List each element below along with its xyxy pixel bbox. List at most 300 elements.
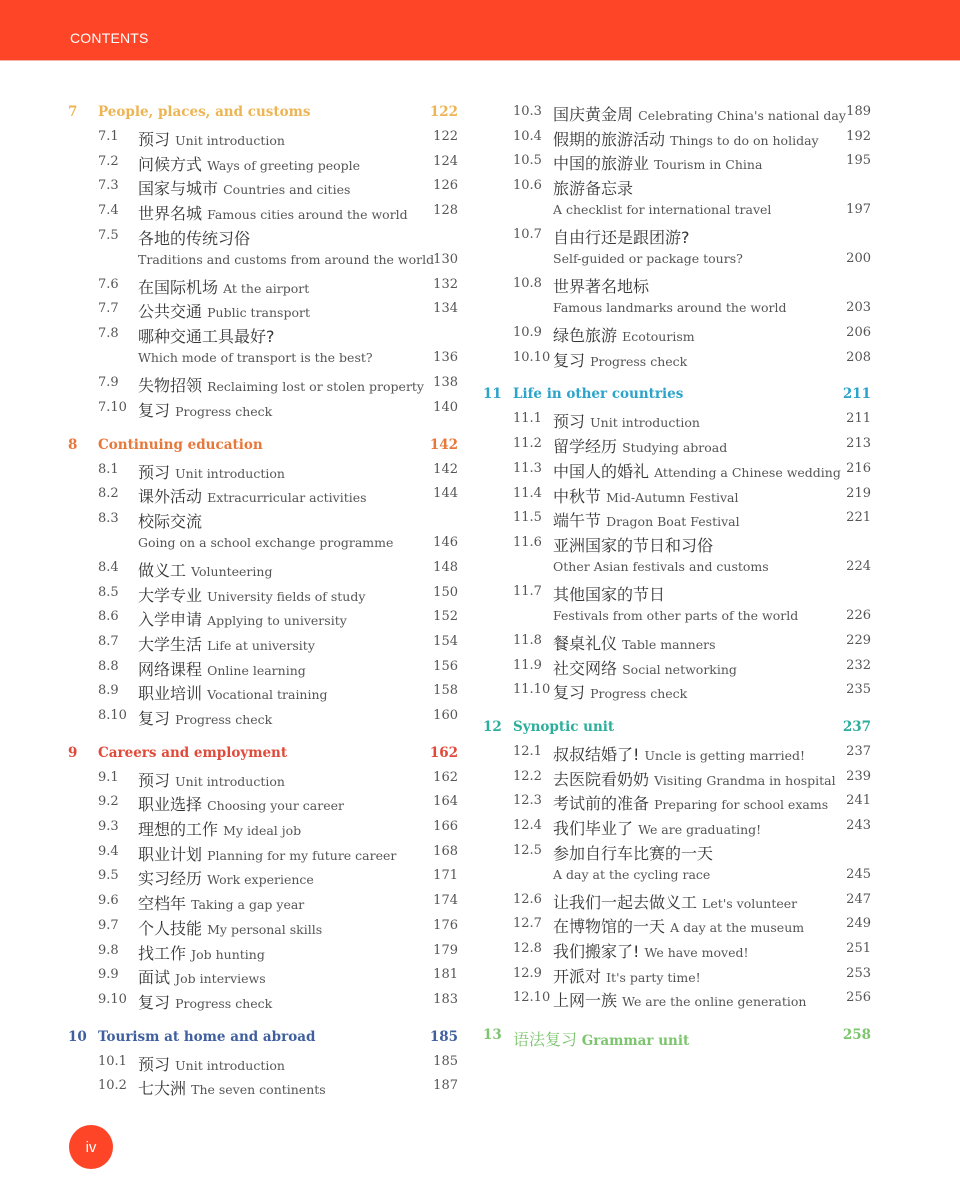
section-number: 7.2 (98, 153, 119, 169)
section-title (138, 398, 272, 421)
toc-section-row[interactable] (68, 768, 460, 793)
section-title-cn: 预习 (138, 130, 171, 149)
section-title-cn: 上网一族 (553, 991, 618, 1011)
toc-section-row[interactable] (483, 631, 873, 656)
section-title-cn: 预习 (138, 770, 171, 790)
toc-section-row[interactable] (68, 373, 460, 398)
section-title-en: Unit introduction (175, 1057, 285, 1073)
toc-section-row[interactable] (68, 275, 460, 300)
section-page: 247 (846, 891, 871, 907)
toc-section-row[interactable] (68, 299, 460, 324)
section-number: 10.7 (513, 227, 542, 243)
section-title (138, 1052, 285, 1075)
section-title-en: Attending a Chinese wedding (654, 464, 841, 480)
toc-section-row[interactable] (68, 681, 460, 706)
toc-section-row[interactable] (483, 434, 873, 459)
section-title-cn: 复习 (138, 992, 171, 1012)
section-page: 232 (846, 657, 871, 673)
toc-section-row[interactable] (68, 583, 460, 608)
section-title (138, 866, 314, 889)
section-title-en: Social networking (622, 661, 737, 677)
section-page: 206 (846, 325, 871, 341)
section-title (553, 434, 727, 457)
section-title (138, 460, 285, 483)
section-title-en: Which mode of transport is the best? (138, 350, 373, 366)
section-title-cn: 大学生活 (138, 634, 203, 654)
section-page: 251 (846, 941, 871, 957)
toc-section-row[interactable] (68, 127, 460, 152)
section-title-en: We are the online generation (622, 994, 807, 1010)
section-title (553, 767, 836, 790)
toc-section-row[interactable] (68, 226, 460, 275)
section-title-cn: 公共交通 (138, 302, 203, 322)
section-title-en: University fields of study (207, 588, 366, 604)
section-number: 11.3 (513, 460, 542, 476)
toc-section-row[interactable] (483, 533, 873, 582)
section-title-cn: 课外活动 (138, 487, 203, 507)
section-title-cn: 复习 (553, 350, 586, 370)
section-title (138, 681, 328, 704)
section-number: 10.2 (98, 1078, 127, 1094)
section-title-en: Choosing your career (207, 798, 344, 814)
section-number: 9.8 (98, 942, 119, 958)
section-title-cn: 国家与城市 (138, 179, 219, 199)
section-page: 183 (433, 991, 458, 1007)
unit-title (98, 745, 287, 761)
section-page: 166 (433, 819, 458, 835)
section-title-en: Ecotourism (622, 329, 695, 345)
section-page: 189 (846, 104, 871, 119)
toc-section-row[interactable] (483, 459, 873, 484)
section-page: 148 (433, 559, 458, 575)
section-title-en: Progress check (590, 686, 688, 702)
toc-section-row[interactable] (483, 767, 873, 792)
section-title (138, 373, 424, 396)
section-number: 11.1 (513, 411, 542, 427)
section-title-en: Progress check (175, 403, 273, 419)
section-number: 9.7 (98, 917, 119, 933)
section-number: 7.10 (98, 399, 127, 415)
toc-section-row[interactable] (483, 348, 873, 373)
toc-section-row[interactable] (68, 398, 460, 423)
section-number: 11.6 (513, 534, 542, 550)
section-title-cn: 找工作 (138, 943, 187, 963)
section-number: 12.3 (513, 793, 542, 809)
section-title-en: Life at university (207, 637, 315, 653)
toc-section-row[interactable] (68, 965, 460, 990)
section-title (138, 299, 310, 322)
section-number: 12.4 (513, 818, 542, 833)
unit-title (98, 1029, 315, 1045)
section-page: 237 (846, 743, 871, 759)
section-page: 226 (846, 607, 871, 623)
unit-number: 9 (68, 744, 78, 761)
section-title-en: Progress check (175, 712, 273, 727)
toc-unit-row[interactable] (68, 435, 460, 460)
section-title (553, 533, 713, 556)
section-page: 160 (433, 708, 458, 723)
section-title-en: Traditions and customs from around the world (138, 251, 435, 267)
toc-section-row[interactable] (68, 792, 460, 817)
section-title-en: Unit introduction (175, 465, 285, 481)
section-page: 179 (433, 942, 458, 958)
section-title (138, 324, 275, 347)
section-title (138, 275, 309, 298)
toc-section-row[interactable] (68, 657, 460, 682)
section-number: 10.5 (513, 153, 542, 169)
toc-section-row[interactable] (483, 680, 873, 705)
section-page: 245 (846, 866, 871, 882)
section-page: 158 (433, 683, 458, 699)
section-title-en: Planning for my future career (207, 847, 397, 863)
toc-section-row[interactable] (483, 225, 873, 274)
section-number: 10.1 (98, 1053, 127, 1069)
section-title (553, 508, 740, 531)
toc-section-row[interactable] (68, 990, 460, 1015)
section-number: 12.9 (513, 965, 542, 981)
section-page: 126 (433, 178, 458, 194)
section-title-cn: 端午节 (553, 511, 602, 531)
section-title-cn: 各地的传统习俗 (138, 228, 251, 248)
section-title-en: Countries and cities (223, 182, 351, 198)
section-title (553, 225, 690, 248)
toc-section-row[interactable] (68, 460, 460, 485)
header-bar (0, 0, 960, 61)
toc-section-row[interactable] (68, 891, 460, 916)
toc-section-row[interactable] (483, 791, 873, 816)
section-number: 7.6 (98, 276, 119, 292)
section-page: 150 (433, 584, 458, 600)
section-number: 12.1 (513, 743, 542, 759)
section-title-cn: 参加自行车比赛的一天 (553, 843, 714, 863)
section-title-cn: 面试 (138, 968, 171, 988)
section-page: 136 (433, 350, 458, 366)
section-title (138, 1076, 326, 1099)
section-title-cn: 实习经历 (138, 869, 203, 889)
unit-number: 11 (483, 386, 502, 403)
section-title (553, 914, 804, 937)
section-title-cn: 在博物馆的一天 (553, 917, 666, 937)
section-number: 10.3 (513, 104, 542, 119)
section-page: 122 (433, 129, 458, 144)
toc-section-row[interactable] (483, 656, 873, 681)
section-number: 7.7 (98, 301, 119, 317)
section-number: 7.9 (98, 375, 119, 391)
section-number: 8.1 (98, 461, 119, 477)
section-title-cn: 亚洲国家的节日和习俗 (553, 535, 714, 555)
section-title (138, 583, 365, 606)
toc-section-row[interactable] (483, 890, 873, 915)
section-number: 8.8 (98, 658, 119, 674)
section-title-cn: 我们毕业了 (553, 819, 634, 838)
toc-section-row[interactable] (68, 916, 460, 941)
section-number: 12.7 (513, 916, 542, 932)
section-title-en: We are graduating! (638, 822, 762, 837)
section-page: 243 (846, 818, 871, 833)
section-page: 144 (433, 486, 458, 502)
unit-title-en: Grammar unit (581, 1033, 690, 1050)
unit-number: 7 (68, 104, 78, 120)
section-title-en: Studying abroad (622, 440, 728, 456)
toc-section-row[interactable] (68, 1076, 460, 1101)
section-title (553, 102, 846, 125)
section-title (138, 632, 315, 655)
section-title-cn: 个人技能 (138, 918, 203, 938)
section-title-cn: 绿色旅游 (553, 326, 618, 346)
unit-page: 237 (842, 718, 871, 735)
section-page: 256 (846, 990, 871, 1006)
section-title-cn: 社交网络 (553, 658, 618, 678)
toc-section-row[interactable] (483, 816, 873, 841)
section-title (553, 484, 739, 507)
section-number: 7.5 (98, 227, 119, 243)
section-number: 7.8 (98, 326, 119, 342)
section-title-cn: 国庆黄金周 (553, 105, 634, 124)
section-page: 235 (846, 682, 871, 698)
section-page: 174 (433, 893, 458, 909)
section-title-en: Uncle is getting married! (644, 747, 806, 763)
section-page: 249 (846, 916, 871, 932)
section-page: 171 (433, 868, 458, 884)
section-title-cn: 职业培训 (138, 684, 203, 704)
section-title-cn: 空档年 (138, 894, 187, 914)
section-title-cn: 我们搬家了! (553, 942, 640, 962)
toc-section-row[interactable] (68, 484, 460, 509)
toc-unit-row[interactable] (483, 384, 873, 409)
section-title-en: Unit introduction (175, 133, 285, 148)
section-page: 195 (846, 153, 871, 169)
section-title-en: My personal skills (207, 921, 323, 937)
section-title-en: We have moved! (644, 945, 749, 961)
toc-section-row[interactable] (68, 842, 460, 867)
section-number: 9.1 (98, 769, 119, 785)
section-title (138, 509, 202, 532)
toc-unit-row[interactable] (68, 743, 460, 768)
section-number: 10.10 (513, 349, 551, 365)
section-title-cn: 七大洲 (138, 1079, 187, 1099)
section-title-cn: 预习 (553, 412, 586, 432)
toc-section-row[interactable] (68, 817, 460, 842)
section-page: 197 (846, 202, 871, 218)
unit-page: 142 (429, 436, 458, 453)
section-title-en: My ideal job (223, 823, 302, 839)
section-number: 11.7 (513, 583, 542, 599)
section-title-en: Progress check (590, 353, 688, 369)
toc-section-row[interactable] (68, 632, 460, 657)
section-number: 12.8 (513, 941, 542, 957)
section-title (138, 484, 367, 507)
section-title-cn: 做义工 (138, 560, 187, 580)
section-number: 11.5 (513, 510, 542, 526)
toc-section-row[interactable] (68, 509, 460, 558)
toc-section-row[interactable] (483, 508, 873, 533)
section-page: 132 (433, 276, 458, 292)
toc-section-row[interactable] (68, 1052, 460, 1077)
section-page: 168 (433, 843, 458, 859)
section-page: 203 (846, 300, 871, 316)
section-title (553, 459, 841, 482)
toc-section-row[interactable] (483, 323, 873, 348)
section-title-cn: 在国际机场 (138, 277, 219, 297)
toc-section-row[interactable] (483, 988, 873, 1013)
section-title-cn: 校际交流 (138, 511, 203, 531)
section-title-en: Reclaiming lost or stolen property (207, 379, 424, 395)
section-title-cn: 世界名城 (138, 204, 203, 224)
unit-title (513, 386, 683, 402)
toc-section-row[interactable] (483, 127, 873, 152)
section-title (553, 582, 665, 605)
section-title-en: Table manners (622, 636, 716, 652)
unit-spacer (68, 1015, 460, 1027)
section-title (138, 706, 272, 729)
toc-unit-row[interactable] (483, 1025, 873, 1050)
section-page: 187 (433, 1078, 458, 1094)
unit-spacer (483, 372, 873, 384)
section-number: 11.2 (513, 436, 542, 452)
section-title (138, 842, 396, 865)
unit-title-en: Life in other countries (513, 386, 684, 403)
toc-section-row[interactable] (483, 964, 873, 989)
unit-title-en: Careers and employment (98, 744, 288, 761)
section-title (553, 631, 716, 654)
section-title-cn: 旅游备忘录 (553, 179, 634, 199)
section-title-en: Famous cities around the world (207, 207, 408, 223)
section-title (553, 656, 737, 679)
section-title-en: Mid-Autumn Festival (606, 489, 739, 505)
section-title (138, 201, 408, 224)
section-title (138, 965, 266, 988)
section-title (553, 274, 649, 297)
section-title-en: Celebrating China's national day (638, 108, 846, 123)
toc-section-row[interactable] (68, 706, 460, 731)
section-number: 7.4 (98, 203, 119, 219)
section-title-en: Unit introduction (175, 773, 285, 789)
toc-unit-row[interactable] (483, 717, 873, 742)
section-title-cn: 假期的旅游活动 (553, 129, 666, 149)
toc-section-row[interactable] (68, 866, 460, 891)
section-title-cn: 哪种交通工具最好? (138, 327, 275, 347)
unit-page: 211 (842, 386, 871, 403)
section-title (553, 176, 633, 199)
section-title (553, 841, 713, 864)
toc-section-row[interactable] (483, 914, 873, 939)
section-title-en: Progress check (175, 995, 273, 1011)
section-title-cn: 复习 (138, 400, 171, 420)
section-number: 10.6 (513, 178, 542, 194)
section-page: 138 (433, 375, 458, 391)
toc-column-left (68, 102, 460, 1101)
toc-unit-row[interactable] (68, 1027, 460, 1052)
section-page: 146 (433, 534, 458, 550)
unit-spacer (483, 705, 873, 717)
section-title (553, 323, 695, 346)
toc-section-row[interactable] (68, 176, 460, 201)
toc-section-row[interactable] (68, 558, 460, 583)
section-page: 181 (433, 967, 458, 983)
toc-section-row[interactable] (483, 176, 873, 225)
section-title (138, 817, 301, 840)
section-title (138, 941, 265, 964)
section-page: 216 (846, 460, 871, 476)
toc-section-row[interactable] (483, 409, 873, 434)
section-title-cn: 中秋节 (553, 486, 602, 506)
section-title (138, 891, 304, 914)
toc-section-row[interactable] (483, 582, 873, 631)
section-title (553, 409, 700, 432)
toc-column-right (483, 102, 873, 1050)
section-title (138, 226, 250, 249)
section-title-cn: 考试前的准备 (553, 794, 650, 814)
section-title-cn: 职业选择 (138, 795, 203, 815)
section-title-cn: 中国人的婚礼 (553, 461, 650, 481)
section-number: 8.5 (98, 584, 119, 600)
unit-title-cn: 语法复习 (513, 1030, 578, 1050)
toc-section-row[interactable] (483, 742, 873, 767)
section-number: 10.9 (513, 325, 542, 341)
section-title-cn: 问候方式 (138, 154, 203, 174)
section-number: 11.10 (513, 682, 551, 698)
toc-unit-row[interactable] (68, 102, 460, 127)
section-title-en: Job interviews (175, 971, 266, 987)
section-title-cn: 职业计划 (138, 844, 203, 864)
toc-section-row[interactable] (483, 274, 873, 323)
section-title (138, 127, 285, 150)
unit-title-en: People, places, and customs (98, 104, 311, 120)
toc-section-row[interactable] (68, 607, 460, 632)
section-title-en: Extracurricular activities (207, 490, 367, 506)
section-number: 7.3 (98, 178, 119, 194)
toc-section-row[interactable] (483, 484, 873, 509)
section-title-en: Tourism in China (654, 157, 763, 173)
toc-section-row[interactable] (68, 941, 460, 966)
section-page: 162 (433, 769, 458, 785)
section-title-cn: 餐桌礼仪 (553, 633, 618, 653)
section-number: 10.8 (513, 276, 542, 292)
section-page: 128 (433, 203, 458, 219)
page-number-badge: iv (69, 1125, 113, 1169)
toc-section-row[interactable] (483, 151, 873, 176)
unit-number: 10 (68, 1028, 87, 1045)
section-number: 9.2 (98, 794, 119, 810)
section-page: 152 (433, 609, 458, 625)
section-title-en: Job hunting (191, 946, 265, 962)
toc-section-row[interactable] (483, 939, 873, 964)
section-title-cn: 入学申请 (138, 610, 203, 630)
section-title-cn: 复习 (138, 709, 171, 728)
section-title-cn: 复习 (553, 683, 586, 703)
section-title-en: It's party time! (606, 969, 701, 985)
section-title (553, 964, 701, 987)
toc-section-row[interactable] (68, 152, 460, 177)
header-title: CONTENTS (70, 30, 149, 46)
section-title-cn: 中国的旅游业 (553, 154, 650, 174)
section-title-cn: 网络课程 (138, 659, 203, 679)
section-title-cn: 让我们一起去做义工 (553, 892, 698, 912)
unit-page: 162 (429, 744, 458, 761)
section-page: 164 (433, 794, 458, 810)
toc-section-row[interactable] (68, 201, 460, 226)
section-title (553, 151, 762, 174)
toc-section-row[interactable] (483, 102, 873, 127)
toc-section-row[interactable] (68, 324, 460, 373)
section-title-en: Festivals from other parts of the world (553, 607, 799, 623)
section-title-en: Self-guided or package tours? (553, 251, 743, 267)
section-number: 8.9 (98, 683, 119, 699)
section-title-en: Volunteering (191, 563, 273, 579)
toc-section-row[interactable] (483, 841, 873, 890)
section-page: 224 (846, 558, 871, 574)
section-title-cn: 失物招领 (138, 376, 203, 396)
